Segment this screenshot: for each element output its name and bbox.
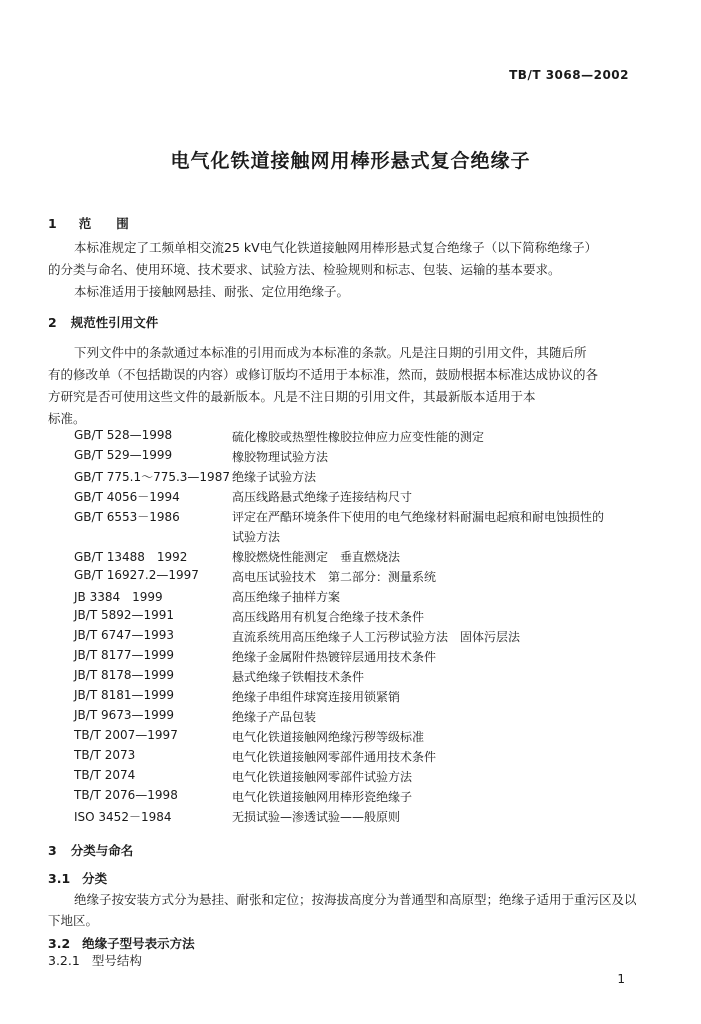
reference-title: 绝缘子串组件球窝连接用锁紧销 bbox=[232, 690, 401, 704]
section-number: 1 bbox=[48, 216, 57, 231]
section-number: 3.2 bbox=[48, 936, 71, 951]
reference-title: 电气化铁道接触网零部件试验方法 bbox=[232, 770, 413, 784]
reference-title: 电气化铁道接触网绝缘污秽等级标准 bbox=[232, 730, 425, 744]
reference-code: JB 3384 1999 bbox=[74, 590, 163, 604]
section-number: 3.1 bbox=[48, 871, 71, 886]
reference-code: GB/T 529—1999 bbox=[74, 448, 173, 462]
reference-code: GB/T 528—1998 bbox=[74, 428, 173, 442]
paragraph-line: 下地区。 bbox=[48, 913, 99, 928]
reference-title: 硫化橡胶或热塑性橡胶拉伸应力应变性能的测定 bbox=[232, 430, 485, 444]
reference-code: JB/T 8178—1999 bbox=[74, 668, 175, 682]
section-title: 规范性引用文件 bbox=[70, 315, 159, 330]
reference-title: 电气化铁道接触网用棒形瓷绝缘子 bbox=[232, 790, 413, 804]
paragraph-line: 本标准规定了工频单相交流25 kV电气化铁道接触网用棒形悬式复合绝缘子（以下简称绝缘子） bbox=[74, 240, 598, 255]
reference-title: 评定在严酷环境条件下使用的电气绝缘材料耐漏电起痕和耐电蚀损性的 bbox=[232, 510, 605, 524]
reference-title: 高压线路用有机复合绝缘子技术条件 bbox=[232, 610, 425, 624]
page-number: 1 bbox=[617, 972, 625, 986]
reference-title: 绝缘子产品包装 bbox=[232, 710, 317, 724]
section-2-heading bbox=[48, 313, 158, 331]
section-number: 3 bbox=[48, 843, 57, 858]
paragraph-line: 标准。 bbox=[48, 411, 86, 426]
reference-code: GB/T 775.1～775.3—1987 bbox=[74, 470, 230, 484]
section-number: 2 bbox=[48, 315, 57, 330]
reference-title: 橡胶燃烧性能测定 垂直燃烧法 bbox=[232, 550, 401, 564]
reference-code: JB/T 6747—1993 bbox=[74, 628, 175, 642]
reference-title: 橡胶物理试验方法 bbox=[232, 450, 329, 464]
document-title: 电气化铁道接触网用棒形悬式复合绝缘子 bbox=[170, 150, 531, 172]
section-title: 分类与命名 bbox=[70, 843, 134, 858]
section-number: 3.2.1 bbox=[48, 953, 80, 968]
section-title: 分类 bbox=[82, 871, 108, 886]
reference-code: JB/T 8181—1999 bbox=[74, 688, 175, 702]
section-3-1-heading bbox=[48, 869, 107, 887]
section-title: 范 围 bbox=[78, 216, 129, 231]
reference-title: 绝缘子试验方法 bbox=[232, 470, 317, 484]
reference-title: 高电压试验技术 第二部分：测量系统 bbox=[232, 570, 437, 584]
reference-title-continued: 试验方法 bbox=[232, 530, 281, 544]
reference-code: JB/T 5892—1991 bbox=[74, 608, 175, 622]
reference-code: JB/T 9673—1999 bbox=[74, 708, 175, 722]
reference-code: ISO 3452－1984 bbox=[74, 810, 172, 824]
section-title: 绝缘子型号表示方法 bbox=[82, 936, 195, 951]
reference-code: TB/T 2076—1998 bbox=[74, 788, 178, 802]
reference-code: GB/T 6553－1986 bbox=[74, 510, 180, 524]
reference-title: 高压线路悬式绝缘子连接结构尺寸 bbox=[232, 490, 413, 504]
reference-code: TB/T 2074 bbox=[74, 768, 136, 782]
paragraph-line: 的分类与命名、使用环境、技术要求、试验方法、检验规则和标志、包装、运输的基本要求。 bbox=[48, 262, 561, 277]
reference-title: 高压绝缘子抽样方案 bbox=[232, 590, 341, 604]
reference-title: 电气化铁道接触网零部件通用技术条件 bbox=[232, 750, 437, 764]
reference-code: TB/T 2073 bbox=[74, 748, 136, 762]
reference-code: GB/T 16927.2—1997 bbox=[74, 568, 199, 582]
section-1-heading bbox=[48, 214, 129, 232]
section-title: 型号结构 bbox=[91, 953, 142, 968]
paragraph-line: 绝缘子按安装方式分为悬挂、耐张和定位；按海拔高度分为普通型和高原型；绝缘子适用于重污区及以 bbox=[74, 892, 637, 907]
paragraph-line: 有的修改单（不包括勘误的内容）或修订版均不适用于本标准，然而，鼓励根据本标准达成协议的各 bbox=[48, 367, 599, 382]
reference-title: 直流系统用高压绝缘子人工污秽试验方法 固体污层法 bbox=[232, 630, 521, 644]
reference-code: GB/T 4056－1994 bbox=[74, 490, 180, 504]
standard-code: TB/T 3068—2002 bbox=[509, 68, 629, 82]
paragraph-line: 本标准适用于接触网悬挂、耐张、定位用绝缘子。 bbox=[74, 284, 350, 299]
section-3-2-1-heading bbox=[48, 950, 142, 972]
paragraph-line: 方研究是否可使用这些文件的最新版本。凡是不注日期的引用文件，其最新版本适用于本 bbox=[48, 389, 536, 404]
reference-code: GB/T 13488 1992 bbox=[74, 550, 188, 564]
reference-code: TB/T 2007—1997 bbox=[74, 728, 178, 742]
reference-code: JB/T 8177—1999 bbox=[74, 648, 175, 662]
section-3-heading bbox=[48, 841, 133, 859]
reference-title: 无损试验—渗透试验——般原则 bbox=[232, 810, 401, 824]
reference-title: 绝缘子金属附件热镀锌层通用技术条件 bbox=[232, 650, 437, 664]
paragraph-line: 下列文件中的条款通过本标准的引用而成为本标准的条款。凡是注日期的引用文件，其随后所 bbox=[74, 345, 587, 360]
reference-title: 悬式绝缘子铁帽技术条件 bbox=[232, 670, 365, 684]
